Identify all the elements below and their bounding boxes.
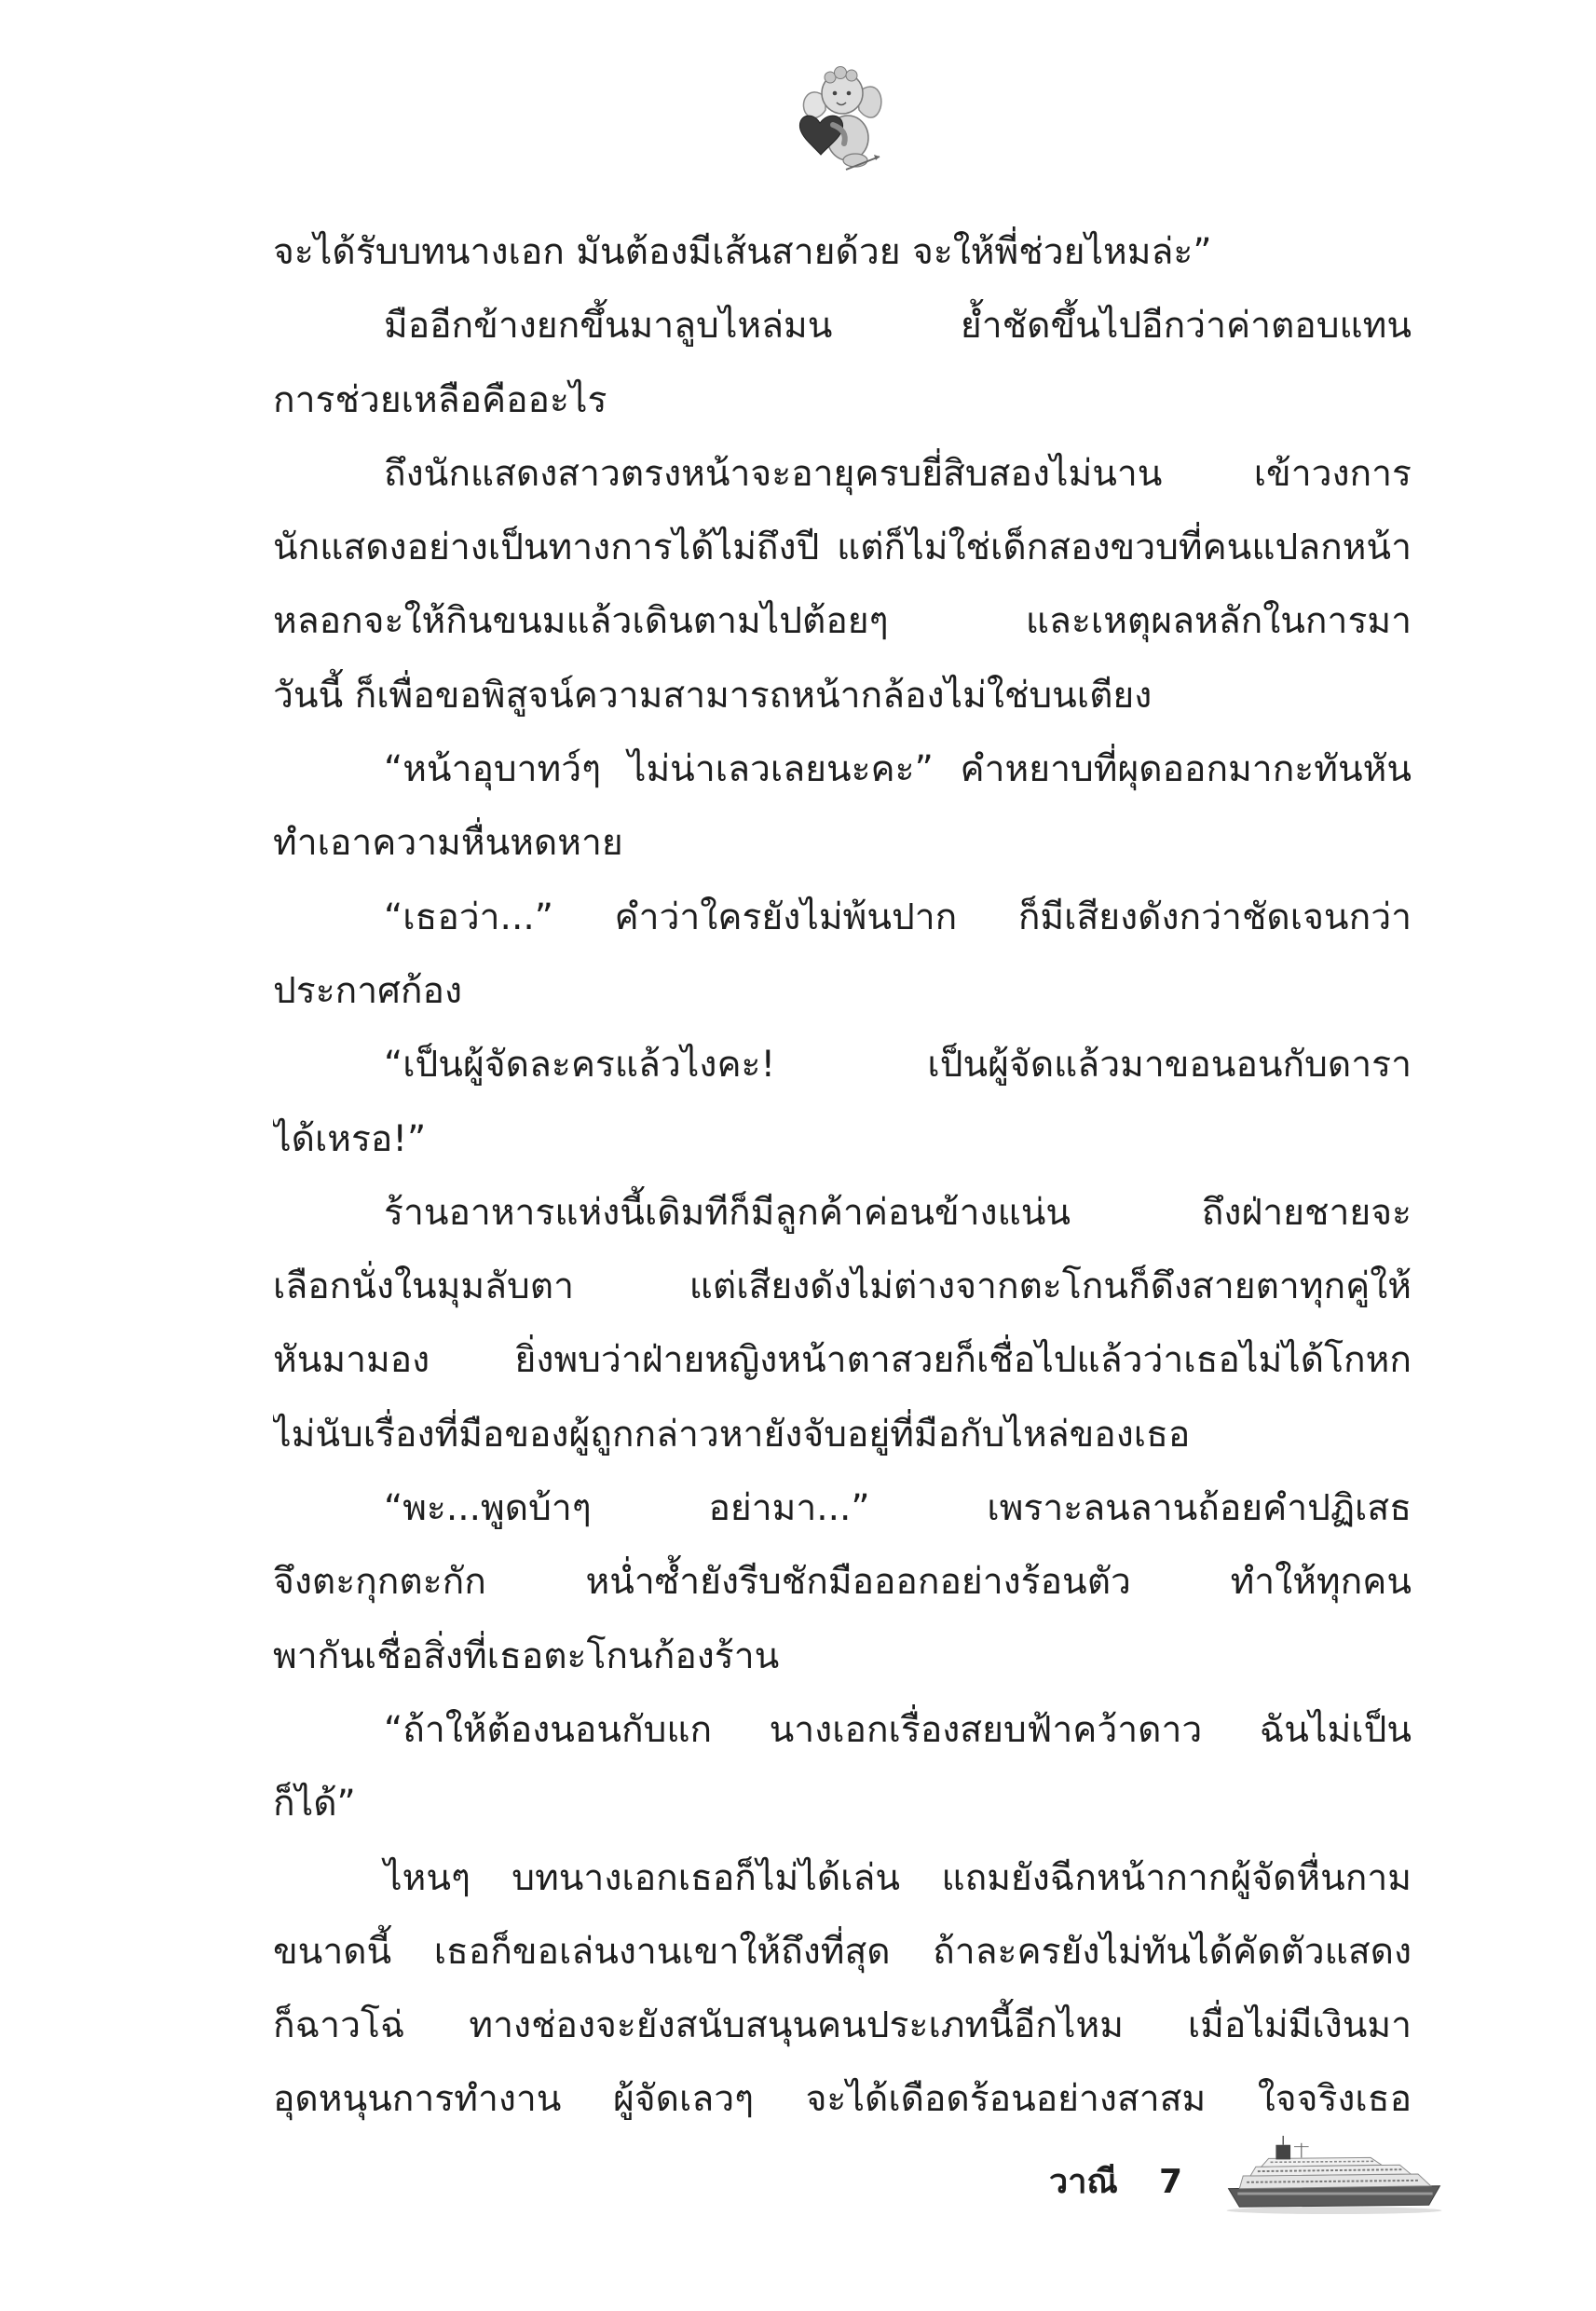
text-line: ไม่นับเรื่องที่มือของผู้ถูกกล่าวหายังจับอยู่ที่มือกับไหล่ของเธอ	[273, 1413, 1191, 1456]
paragraph	[273, 437, 1412, 732]
body-text	[273, 215, 1412, 2137]
text-line: นักแสดงอย่างเป็นทางการได้ไม่ถึงปี แต่ก็ไม่ใช่เด็กสองขวบที่คนแปลกหน้า	[273, 526, 1412, 569]
cupid-heart-graphic	[792, 56, 885, 177]
text-line: ร้านอาหารแห่งนี้เดิมทีก็มีลูกค้าค่อนข้างแน่น ถึงฝ่ายชายจะ	[384, 1191, 1412, 1234]
text-line: มืออีกข้างยกขึ้นมาลูบไหล่มน ย้ำชัดขึ้นไปอีกว่าค่าตอบแทน	[384, 305, 1412, 348]
text-line: พากันเชื่อสิ่งที่เธอตะโกนก้องร้าน	[273, 1634, 780, 1677]
cupid-heart-icon	[792, 56, 885, 177]
paragraph	[273, 1176, 1412, 1471]
text-line: “ถ้าให้ต้องนอนกับแก นางเอกเรื่องสยบฟ้าคว้าดาว ฉันไม่เป็น	[384, 1708, 1412, 1751]
paragraph	[273, 1471, 1412, 1693]
text-line: จะได้รับบทนางเอก มันต้องมีเส้นสายด้วย จะให้พี่ช่วยไหมล่ะ”	[273, 231, 1212, 273]
text-line: “เป็นผู้จัดละครแล้วไงคะ! เป็นผู้จัดแล้วมาขอนอนกับดารา	[384, 1044, 1412, 1087]
text-line: “พะ...พูดบ้าๆ อย่ามา...” เพราะลนลานถ้อยคำปฏิเสธ	[384, 1487, 1412, 1530]
text-line: การช่วยเหลือคืออะไร	[273, 378, 607, 421]
text-line: หลอกจะให้กินขนมแล้วเดินตามไปต้อยๆ และเหตุผลหลักในการมา	[273, 600, 1412, 643]
text-line: ก็ได้”	[273, 1783, 356, 1826]
text-line: ทำเอาความหื่นหดหาย	[273, 822, 623, 865]
paragraph	[273, 1693, 1412, 1841]
text-line: ได้เหรอ!”	[273, 1117, 427, 1160]
text-line: ก็ฉาวโฉ่ ทางช่องจะยังสนับสนุนคนประเภทนี้อีกไหม เมื่อไม่มีเงินมา	[273, 2004, 1412, 2047]
text-line: จึงตะกุกตะกัก หน่ำซ้ำยังรีบชักมือออกอย่างร้อนตัว ทำให้ทุกคน	[273, 1561, 1412, 1604]
paragraph	[273, 881, 1412, 1029]
page-number: 7	[1159, 2163, 1183, 2201]
text-line: “หน้าอุบาทว์ๆ ไม่น่าเลวเลยนะคะ” คำหยาบที่ผุดออกมากะทันหัน	[384, 748, 1412, 791]
footer-author: วาณี	[1049, 2163, 1118, 2201]
paragraph	[273, 1028, 1412, 1176]
text-line: เลือกนั่งในมุมลับตา แต่เสียงดังไม่ต่างจากตะโกนก็ดึงสายตาทุกคู่ให้	[273, 1265, 1412, 1308]
text-line: อุดหนุนการทำงาน ผู้จัดเลวๆ จะได้เดือดร้อนอย่างสาสม ใจจริงเธอ	[273, 2078, 1412, 2121]
cruise-ship-icon	[1224, 2134, 1444, 2216]
text-line: ไหนๆ บทนางเอกเธอก็ไม่ได้เล่น แถมยังฉีกหน้ากากผู้จัดหื่นกาม	[384, 1856, 1412, 1899]
paragraph	[273, 732, 1412, 881]
text-line: “เธอว่า...” คำว่าใครยังไม่พ้นปาก ก็มีเสียงดังกว่าชัดเจนกว่า	[384, 896, 1412, 938]
text-line: หันมามอง ยิ่งพบว่าฝ่ายหญิงหน้าตาสวยก็เชื่อไปแล้วว่าเธอไม่ได้โกหก	[273, 1339, 1412, 1382]
paragraph	[273, 1841, 1412, 2137]
text-line: วันนี้ ก็เพื่อขอพิสูจน์ความสามารถหน้ากล้องไม่ใช่บนเตียง	[273, 674, 1153, 717]
paragraph	[273, 215, 1412, 289]
cruise-ship-graphic	[1224, 2134, 1444, 2216]
text-line: ขนาดนี้ เธอก็ขอเล่นงานเขาให้ถึงที่สุด ถ้าละครยังไม่ทันได้คัดตัวแสดง	[273, 1930, 1412, 1973]
paragraph	[273, 289, 1412, 437]
text-line: ประกาศก้อง	[273, 969, 462, 1012]
text-line: ถึงนักแสดงสาวตรงหน้าจะอายุครบยี่สิบสองไม่นาน เข้าวงการ	[384, 452, 1412, 495]
